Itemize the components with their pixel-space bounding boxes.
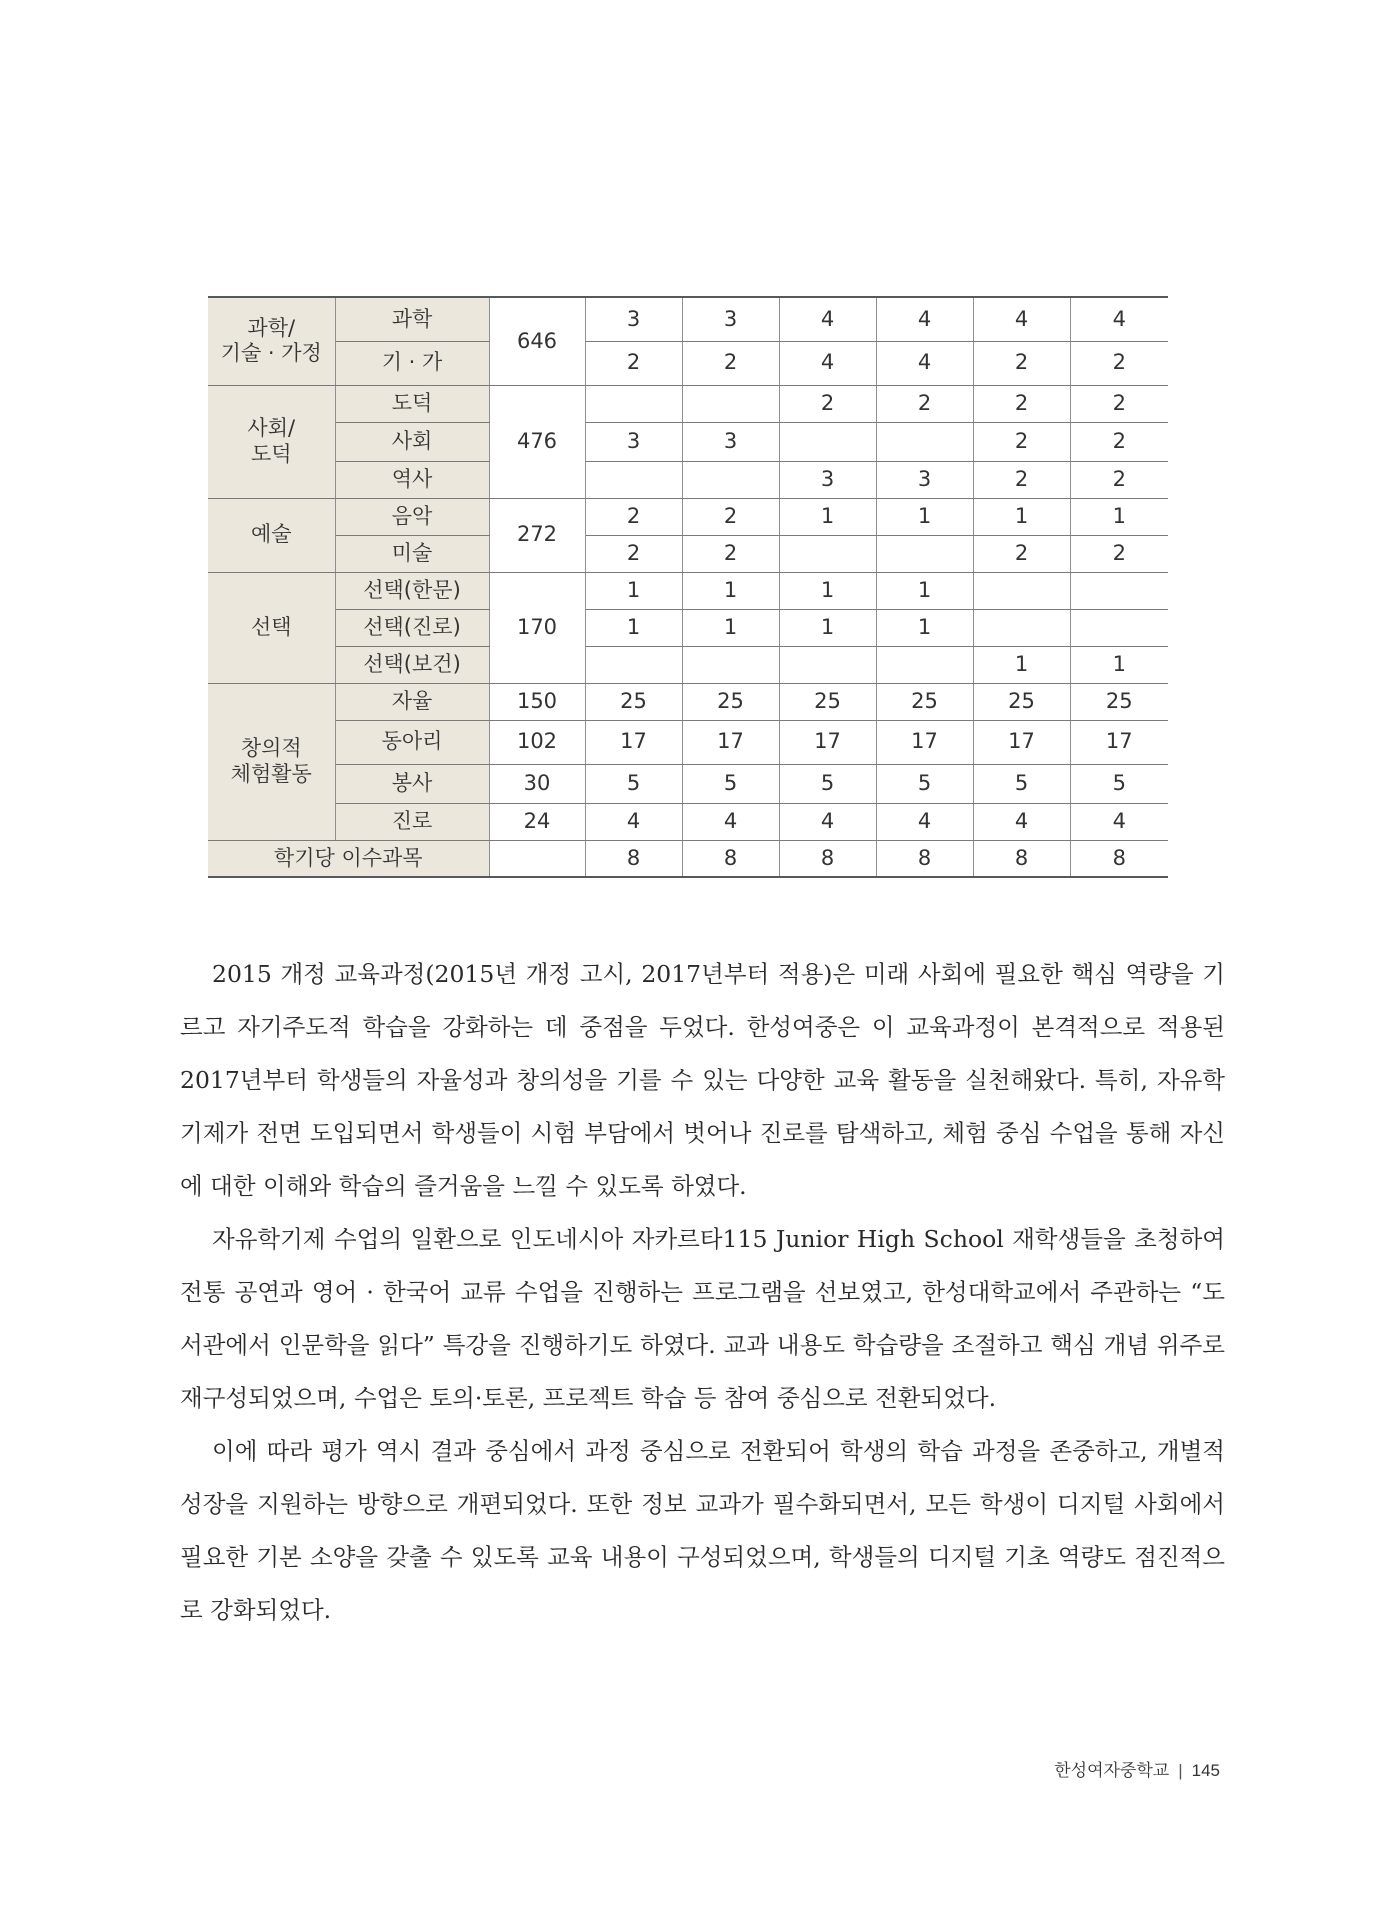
page-number: 145 [1191,1761,1220,1780]
value-cell: 2 [973,422,1070,461]
value-cell: 8 [682,840,779,877]
hours-cell: 646 [489,297,585,385]
value-cell: 2 [973,535,1070,572]
value-cell: 4 [876,297,973,341]
hours-cell: 476 [489,385,585,498]
value-cell: 4 [779,803,876,840]
value-cell [1070,572,1168,609]
value-cell: 2 [585,535,682,572]
table-row [208,646,1168,683]
value-cell: 5 [973,764,1070,803]
category-cell: 과학/ 기술 · 가정 [208,297,335,385]
value-cell: 3 [682,422,779,461]
value-cell [682,461,779,498]
value-cell [682,385,779,422]
value-cell: 3 [585,297,682,341]
value-cell: 1 [876,498,973,535]
value-cell: 1 [585,572,682,609]
page-footer [1054,1756,1220,1781]
value-cell: 8 [1070,840,1168,877]
value-cell: 8 [779,840,876,877]
value-cell: 3 [585,422,682,461]
value-cell: 1 [1070,498,1168,535]
subject-cell: 봉사 [335,764,489,803]
value-cell: 4 [779,297,876,341]
body-text [180,948,1225,1637]
table-row [208,297,1168,341]
table-row [208,422,1168,461]
subject-cell: 음악 [335,498,489,535]
value-cell: 8 [585,840,682,877]
value-cell: 2 [1070,341,1168,385]
value-cell: 4 [779,341,876,385]
value-cell [973,572,1070,609]
value-cell: 1 [779,609,876,646]
value-cell: 2 [682,498,779,535]
table-row [208,535,1168,572]
total-label: 학기당 이수과목 [208,840,489,877]
value-cell: 2 [1070,422,1168,461]
value-cell: 4 [1070,297,1168,341]
value-cell [779,535,876,572]
value-cell: 5 [682,764,779,803]
category-cell: 사회/ 도덕 [208,385,335,498]
value-cell: 1 [779,572,876,609]
subject-cell: 과학 [335,297,489,341]
value-cell: 5 [779,764,876,803]
value-cell: 1 [876,572,973,609]
paragraph: 이에 따라 평가 역시 결과 중심에서 과정 중심으로 전환되어 학생의 학습 과정을 존중하고, 개별적 성장을 지원하는 방향으로 개편되었다. 또한 정보 교과가 필수화되면서, 모든 학생이 디지털 사회에서 필요한 기본 소양을 갖출 수 있도록 교육 내용이 구성되었으며, 학생들의 디지털 기초 역량도 점진적으로 강화되었다. [180,1437,1225,1624]
table-row [208,609,1168,646]
category-cell: 선택 [208,572,335,683]
value-cell: 1 [1070,646,1168,683]
value-cell: 4 [876,803,973,840]
value-cell: 17 [779,720,876,764]
value-cell: 25 [682,683,779,720]
value-cell: 3 [779,461,876,498]
school-name: 한성여자중학교 [1054,1761,1170,1780]
value-cell: 25 [1070,683,1168,720]
value-cell: 2 [779,385,876,422]
subject-cell: 진로 [335,803,489,840]
value-cell: 3 [682,297,779,341]
value-cell: 25 [973,683,1070,720]
subject-cell: 선택(진로) [335,609,489,646]
value-cell [876,646,973,683]
value-cell [779,646,876,683]
value-cell: 1 [682,609,779,646]
value-cell [585,461,682,498]
total-row [208,840,1168,877]
category-cell: 창의적 체험활동 [208,683,335,840]
table-row [208,803,1168,840]
subject-cell: 기 · 가 [335,341,489,385]
table-row [208,572,1168,609]
value-cell: 4 [585,803,682,840]
value-cell: 4 [973,297,1070,341]
hours-cell: 272 [489,498,585,572]
value-cell: 4 [682,803,779,840]
paragraph: 2015 개정 교육과정(2015년 개정 고시, 2017년부터 적용)은 미래 사회에 필요한 핵심 역량을 기르고 자기주도적 학습을 강화하는 데 중점을 두었다. 한성여중은 이 교육과정이 본격적으로 적용된 2017년부터 학생들의 자율성과 창의성을 기를 수 있는 다양한 교육 활동을 실천해왔다. 특히, 자유학기제가 전면 도입되면서 학생들이 시험 부담에서 벗어나 진로를 탐색하고, 체험 중심 수업을 통해 자신에 대한 이해와 학습의 즐거움을 느낄 수 있도록 하였다. [180,960,1225,1200]
value-cell [1070,609,1168,646]
value-cell: 5 [1070,764,1168,803]
value-cell: 8 [876,840,973,877]
subject-cell: 선택(보건) [335,646,489,683]
value-cell: 4 [973,803,1070,840]
table-row [208,385,1168,422]
value-cell: 2 [973,461,1070,498]
hours-cell: 24 [489,803,585,840]
value-cell: 8 [973,840,1070,877]
value-cell: 25 [585,683,682,720]
subject-cell: 사회 [335,422,489,461]
value-cell: 2 [1070,535,1168,572]
value-cell: 5 [876,764,973,803]
value-cell: 2 [682,535,779,572]
value-cell: 2 [973,385,1070,422]
value-cell: 1 [779,498,876,535]
hours-cell: 102 [489,720,585,764]
category-cell: 예술 [208,498,335,572]
value-cell: 2 [585,341,682,385]
table-row [208,764,1168,803]
hours-cell: 150 [489,683,585,720]
table-row [208,341,1168,385]
hours-cell: 170 [489,572,585,683]
value-cell [585,385,682,422]
value-cell [973,609,1070,646]
table-row [208,461,1168,498]
value-cell: 17 [1070,720,1168,764]
hours-cell [489,840,585,877]
subject-cell: 미술 [335,535,489,572]
hours-cell: 30 [489,764,585,803]
value-cell: 5 [585,764,682,803]
curriculum-table [208,296,1168,878]
value-cell: 1 [682,572,779,609]
value-cell: 2 [973,341,1070,385]
subject-cell: 역사 [335,461,489,498]
value-cell: 1 [973,498,1070,535]
value-cell: 1 [876,609,973,646]
value-cell: 17 [973,720,1070,764]
value-cell [779,422,876,461]
value-cell: 2 [1070,461,1168,498]
value-cell: 1 [585,609,682,646]
value-cell: 4 [1070,803,1168,840]
value-cell: 17 [585,720,682,764]
subject-cell: 자율 [335,683,489,720]
subject-cell: 도덕 [335,385,489,422]
value-cell [876,535,973,572]
value-cell: 25 [876,683,973,720]
value-cell: 2 [876,385,973,422]
value-cell: 17 [682,720,779,764]
value-cell: 2 [1070,385,1168,422]
table-row [208,720,1168,764]
subject-cell: 동아리 [335,720,489,764]
value-cell [682,646,779,683]
value-cell: 2 [585,498,682,535]
value-cell: 2 [682,341,779,385]
paragraph: 자유학기제 수업의 일환으로 인도네시아 자카르타115 Junior High School 재학생들을 초청하여 전통 공연과 영어 · 한국어 교류 수업을 진행하는 프로그램을 선보였고, 한성대학교에서 주관하는 “도서관에서 인문학을 읽다” 특강을 진행하기도 하였다. 교과 내용도 학습량을 조절하고 핵심 개념 위주로 재구성되었으며, 수업은 토의·토론, 프로젝트 학습 등 참여 중심으로 전환되었다. [180,1225,1225,1412]
subject-cell: 선택(한문) [335,572,489,609]
table-row [208,683,1168,720]
value-cell [876,422,973,461]
value-cell [585,646,682,683]
value-cell: 17 [876,720,973,764]
value-cell: 3 [876,461,973,498]
value-cell: 1 [973,646,1070,683]
footer-separator: | [1178,1761,1183,1780]
table-row [208,498,1168,535]
value-cell: 4 [876,341,973,385]
value-cell: 25 [779,683,876,720]
